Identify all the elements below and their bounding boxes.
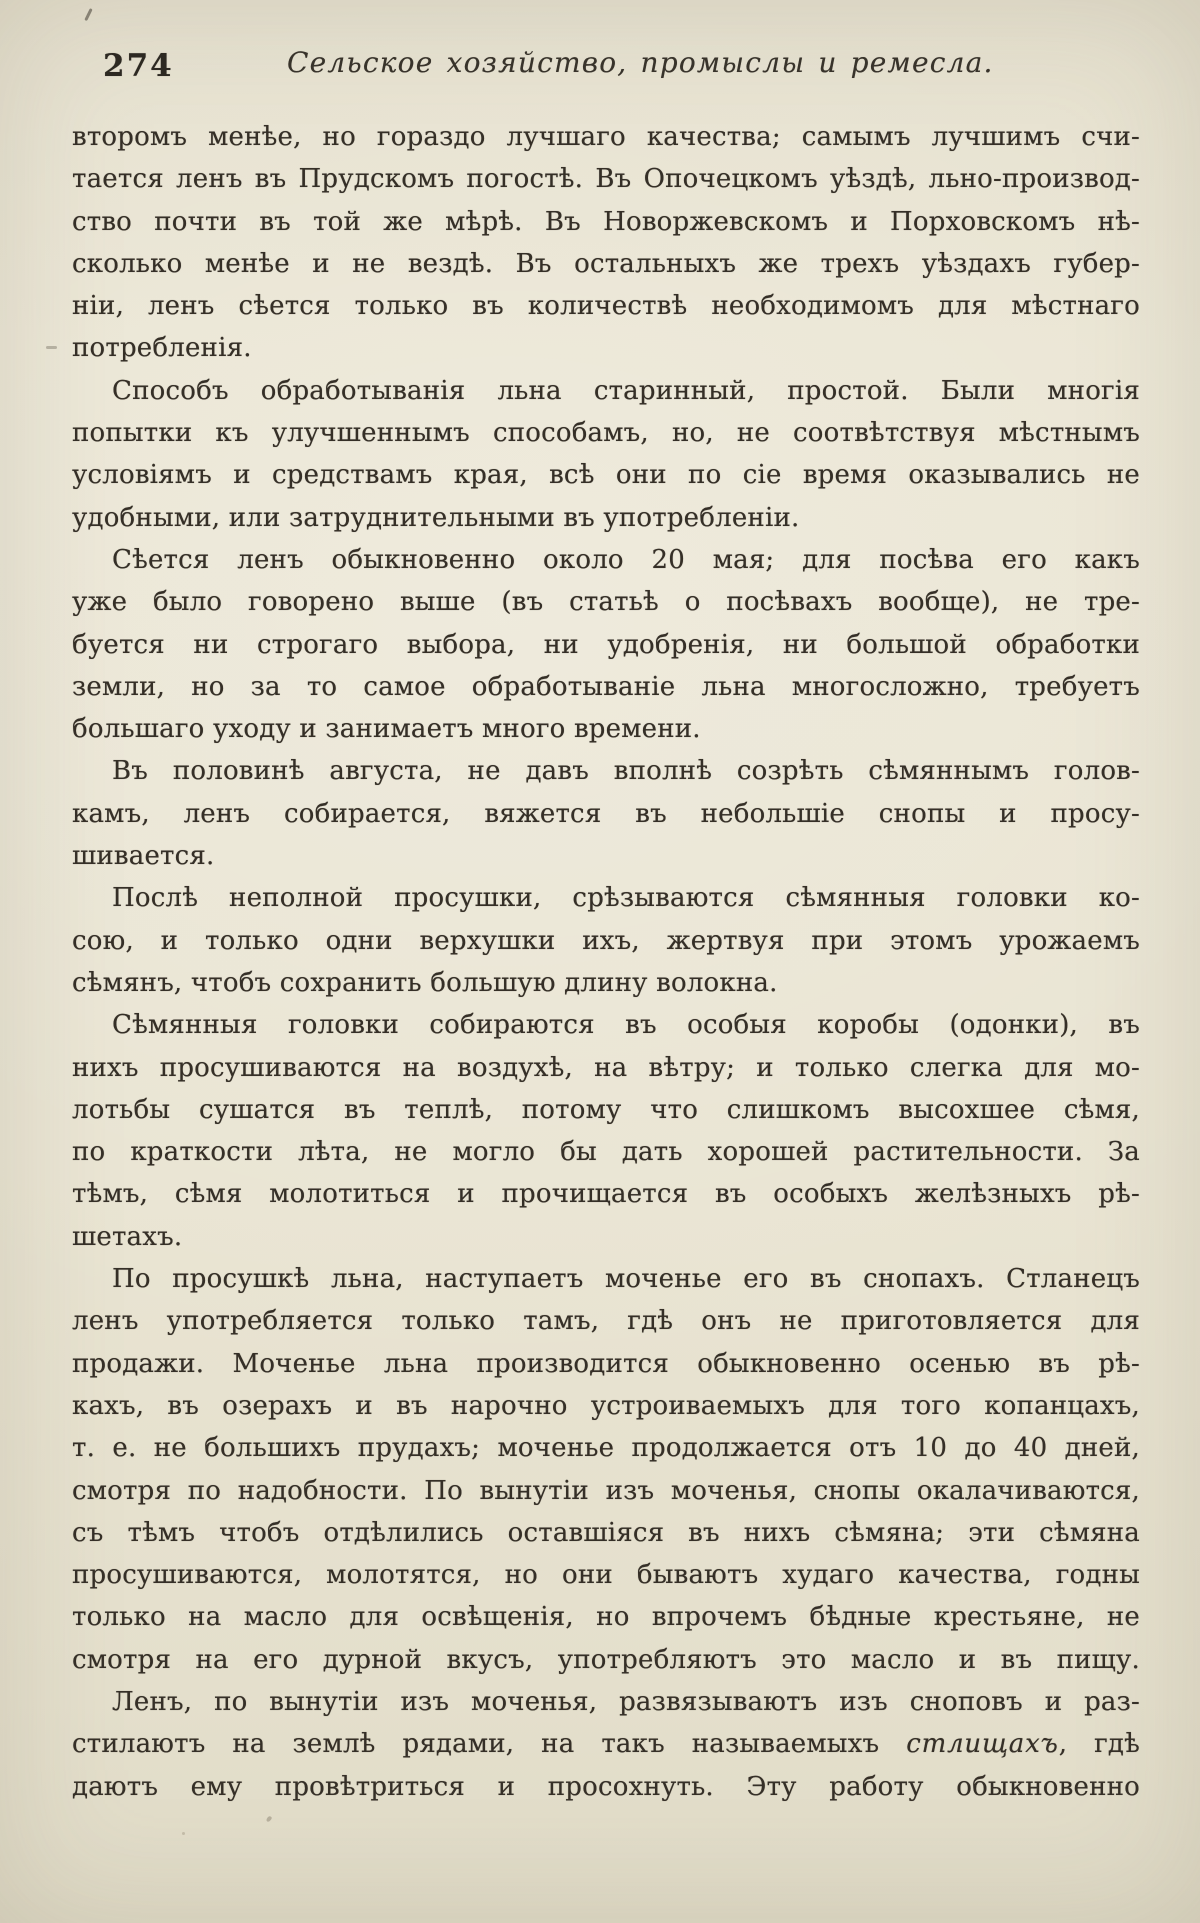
text-segment: Сѣмянныя головки собираются въ особыя коробы (одонки), въ	[112, 1010, 1140, 1041]
text-segment: стилаютъ на землѣ рядами, на такъ называемыхъ	[72, 1729, 907, 1760]
text-line	[72, 1427, 1140, 1469]
text-line	[72, 666, 1140, 708]
text-segment: смотря на его дурной вкусъ, употребляютъ это масло и въ пищу.	[72, 1644, 1140, 1675]
text-segment: нихъ просушиваются на воздухѣ, на вѣтру; и только слегка для мо-	[72, 1052, 1140, 1083]
text-line	[72, 539, 1140, 581]
text-line	[72, 158, 1140, 200]
text-line	[72, 1512, 1140, 1554]
text-line	[72, 497, 1140, 539]
text-segment: сою, и только одни верхушки ихъ, жертвуя при этомъ урожаемъ	[72, 925, 1140, 956]
text-segment: сколько менѣе и не вездѣ. Въ остальныхъ же трехъ уѣздахъ губер-	[72, 248, 1140, 279]
text-line	[72, 1596, 1140, 1638]
paragraph	[72, 1681, 1140, 1808]
paragraph	[72, 370, 1140, 539]
paper-speck	[182, 1832, 185, 1835]
text-segment: буется ни строгаго выбора, ни удобренія, ни большой обработки	[72, 629, 1140, 660]
text-segment: Ленъ, по вынутіи изъ моченья, развязываютъ изъ сноповъ и раз-	[112, 1686, 1140, 1717]
text-line	[72, 1089, 1140, 1131]
text-segment: съ тѣмъ чтобъ отдѣлились оставшіяся въ нихъ сѣмяна; эти сѣмяна	[72, 1517, 1140, 1548]
text-line	[72, 835, 1140, 877]
text-segment: ленъ употребляется только тамъ, гдѣ онъ не приготовляется для	[72, 1306, 1140, 1337]
text-line	[72, 624, 1140, 666]
paragraph	[72, 116, 1140, 370]
paragraph	[72, 1004, 1140, 1258]
text-line	[72, 1639, 1140, 1681]
paragraph	[72, 539, 1140, 750]
paragraph	[72, 750, 1140, 877]
text-line	[72, 1766, 1140, 1808]
text-line	[72, 793, 1140, 835]
text-line	[72, 1004, 1140, 1046]
text-line	[72, 285, 1140, 327]
text-line	[72, 1343, 1140, 1385]
text-line	[72, 454, 1140, 496]
text-line	[72, 1470, 1140, 1512]
text-segment: смотря по надобности. По вынутіи изъ моченья, снопы окалачиваются,	[72, 1475, 1140, 1506]
text-line	[72, 116, 1140, 158]
text-segment: уже было говорено выше (въ статьѣ о посѣвахъ вообще), не тре-	[72, 587, 1140, 618]
text-line	[72, 327, 1140, 369]
text-line	[72, 1047, 1140, 1089]
text-segment: тается ленъ въ Прудскомъ погостѣ. Въ Опочецкомъ уѣздѣ, льно-производ-	[72, 164, 1140, 195]
page-number: 274	[103, 48, 174, 84]
text-segment: удобными, или затруднительными въ употребленіи.	[72, 502, 800, 533]
text-segment: шивается.	[72, 841, 215, 872]
text-segment: Въ половинѣ августа, не давъ вполнѣ созрѣть сѣмяннымъ голов-	[112, 756, 1140, 787]
text-line	[72, 962, 1140, 1004]
text-line	[72, 1216, 1140, 1258]
text-segment: шетахъ.	[72, 1221, 183, 1252]
text-line	[72, 412, 1140, 454]
text-segment: сѣмянъ, чтобъ сохранить большую длину волокна.	[72, 967, 778, 998]
text-segment: условіямъ и средствамъ края, всѣ они по сіе время оказывались не	[72, 460, 1140, 491]
text-segment: только на масло для освѣщенія, но впрочемъ бѣдные крестьяне, не	[72, 1602, 1140, 1633]
text-segment: тѣмъ, сѣмя молотиться и прочищается въ особыхъ желѣзныхъ рѣ-	[72, 1179, 1140, 1210]
text-segment: лотьбы сушатся въ теплѣ, потому что слишкомъ высохшее сѣмя,	[72, 1094, 1140, 1125]
text-line	[72, 1681, 1140, 1723]
text-segment: даютъ ему провѣтриться и просохнуть. Эту работу обыкновенно	[72, 1771, 1140, 1802]
text-line	[72, 1723, 1140, 1765]
text-segment: ство почти въ той же мѣрѣ. Въ Новоржевскомъ и Порховскомъ нѣ-	[72, 206, 1140, 237]
text-line	[72, 370, 1140, 412]
text-segment: продажи. Моченье льна производится обыкновенно осенью въ рѣ-	[72, 1348, 1140, 1379]
stray-pen-mark	[84, 8, 92, 21]
text-segment: кахъ, въ озерахъ и въ нарочно устроиваемыхъ для того копанцахъ,	[72, 1390, 1140, 1421]
text-segment: ніи, ленъ сѣется только въ количествѣ необходимомъ для мѣстнаго	[72, 291, 1140, 322]
text-segment: По просушкѣ льна, наступаетъ моченье его въ снопахъ. Стланецъ	[112, 1264, 1140, 1295]
margin-dash-mark	[46, 346, 57, 349]
text-line	[72, 1131, 1140, 1173]
text-segment: земли, но за то самое обработываніе льна многосложно, требуетъ	[72, 671, 1140, 702]
text-line	[72, 1554, 1140, 1596]
text-segment: большаго уходу и занимаетъ много времени.	[72, 714, 701, 745]
paragraph	[72, 1258, 1140, 1681]
text-line	[72, 201, 1140, 243]
text-segment: Послѣ неполной просушки, срѣзываются сѣмянныя головки ко-	[112, 883, 1140, 914]
italic-term: стлищахъ	[906, 1729, 1059, 1760]
text-segment: , гдѣ	[1058, 1729, 1140, 1760]
text-segment: Сѣется ленъ обыкновенно около 20 мая; для посѣва его какъ	[112, 544, 1140, 575]
text-segment: второмъ менѣе, но гораздо лучшаго качества; самымъ лучшимъ счи-	[72, 122, 1140, 152]
paper-speck	[266, 1815, 273, 1822]
text-segment: камъ, ленъ собирается, вяжется въ небольшіе снопы и просу-	[72, 798, 1140, 829]
text-segment: просушиваются, молотятся, но они бываютъ худаго качества, годны	[72, 1560, 1140, 1591]
text-line	[72, 243, 1140, 285]
text-line	[72, 1385, 1140, 1427]
text-segment: по краткости лѣта, не могло бы дать хорошей растительности. За	[72, 1137, 1140, 1168]
text-line	[72, 1258, 1140, 1300]
text-line	[72, 1300, 1140, 1342]
text-segment: т. е. не большихъ прудахъ; моченье продолжается отъ 10 до 40 дней,	[72, 1433, 1140, 1464]
text-line	[72, 1173, 1140, 1215]
text-segment: потребленія.	[72, 333, 252, 364]
running-title: Сельское хозяйство, промыслы и ремесла.	[287, 46, 994, 79]
page-body	[72, 116, 1140, 1808]
text-segment: попытки къ улучшеннымъ способамъ, но, не соотвѣтствуя мѣстнымъ	[72, 418, 1140, 449]
paragraph	[72, 877, 1140, 1004]
text-segment: Способъ обработыванія льна старинный, простой. Были многія	[112, 375, 1140, 406]
text-line	[72, 708, 1140, 750]
text-line	[72, 581, 1140, 623]
text-line	[72, 920, 1140, 962]
text-line	[72, 750, 1140, 792]
text-line	[72, 877, 1140, 919]
